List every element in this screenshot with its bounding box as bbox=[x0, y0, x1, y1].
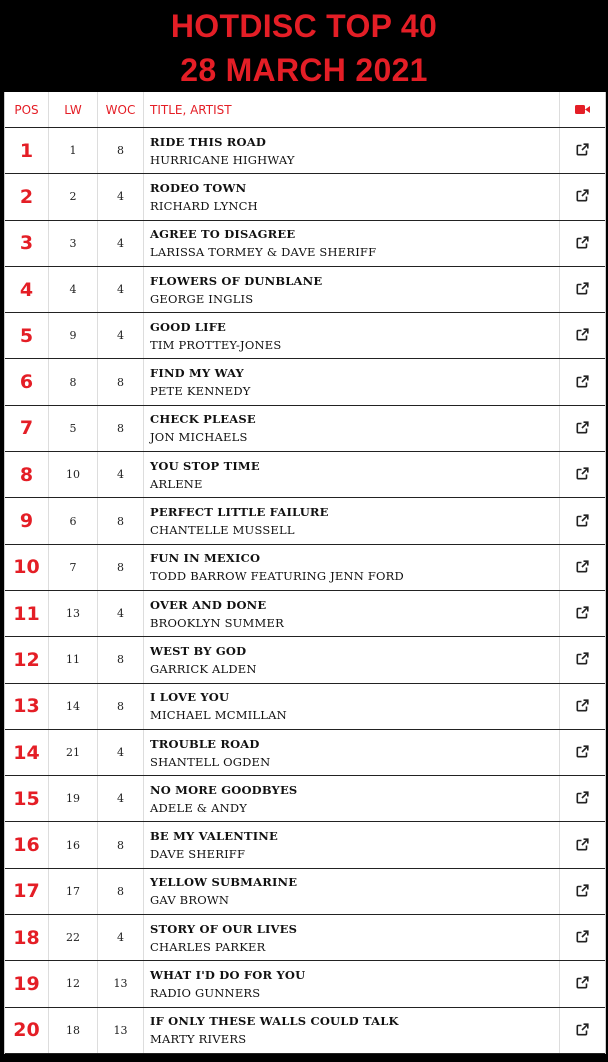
external-link-button[interactable] bbox=[559, 961, 605, 1006]
external-link-button[interactable] bbox=[559, 637, 605, 682]
weeks-on-chart-value: 4 bbox=[117, 931, 124, 945]
external-link-button[interactable] bbox=[559, 498, 605, 543]
external-link-icon[interactable] bbox=[576, 558, 589, 577]
artist-name: TODD BARROW FEATURING JENN FORD bbox=[150, 569, 404, 584]
position-number: 19 bbox=[13, 972, 40, 995]
song-title: RODEO TOWN bbox=[150, 180, 247, 195]
title-artist bbox=[144, 174, 559, 219]
position bbox=[5, 452, 49, 497]
last-week-value: 14 bbox=[66, 699, 80, 713]
song-title: CHECK PLEASE bbox=[150, 412, 256, 427]
external-link-button[interactable] bbox=[559, 174, 605, 219]
artist-name: RICHARD LYNCH bbox=[150, 198, 258, 213]
title-artist bbox=[144, 915, 559, 960]
external-link-icon[interactable] bbox=[576, 280, 589, 299]
position-number: 13 bbox=[13, 695, 40, 718]
last-week bbox=[49, 684, 98, 729]
external-link-button[interactable] bbox=[559, 1008, 605, 1053]
table-row bbox=[5, 406, 605, 452]
position bbox=[5, 359, 49, 404]
table-row bbox=[5, 545, 605, 591]
last-week-value: 4 bbox=[69, 283, 77, 297]
title-artist bbox=[144, 776, 559, 821]
external-link-icon[interactable] bbox=[576, 326, 589, 345]
external-link-icon[interactable] bbox=[576, 604, 589, 623]
table-row bbox=[5, 776, 605, 822]
table-row bbox=[5, 684, 605, 730]
external-link-button[interactable] bbox=[559, 128, 605, 173]
weeks-on-chart-value: 8 bbox=[117, 884, 124, 898]
external-link-icon[interactable] bbox=[576, 650, 589, 669]
title-artist bbox=[144, 267, 559, 312]
last-week bbox=[49, 776, 98, 821]
position bbox=[5, 267, 49, 312]
position bbox=[5, 174, 49, 219]
weeks-on-chart-value: 8 bbox=[117, 421, 124, 435]
external-link-icon[interactable] bbox=[576, 743, 589, 762]
weeks-on-chart bbox=[98, 637, 144, 682]
title-artist bbox=[144, 822, 559, 867]
title-artist bbox=[144, 359, 559, 404]
last-week bbox=[49, 915, 98, 960]
weeks-on-chart-value: 4 bbox=[117, 283, 124, 297]
last-week-value: 12 bbox=[66, 977, 80, 991]
chart-table bbox=[4, 92, 606, 1054]
position-number: 4 bbox=[19, 278, 34, 301]
last-week bbox=[49, 406, 98, 451]
position bbox=[5, 221, 49, 266]
column-header-pos[interactable]: POS bbox=[5, 92, 49, 127]
song-title: WHAT I'D DO FOR YOU bbox=[150, 967, 306, 982]
position bbox=[5, 545, 49, 590]
position-number: 17 bbox=[13, 880, 40, 903]
external-link-icon[interactable] bbox=[576, 234, 589, 253]
song-title: GOOD LIFE bbox=[150, 319, 227, 334]
external-link-icon[interactable] bbox=[576, 928, 589, 947]
position-number: 3 bbox=[19, 232, 34, 255]
column-header-woc[interactable]: WOC bbox=[98, 92, 144, 127]
position bbox=[5, 869, 49, 914]
external-link-button[interactable] bbox=[559, 684, 605, 729]
external-link-button[interactable] bbox=[559, 221, 605, 266]
title-artist bbox=[144, 128, 559, 173]
last-week bbox=[49, 637, 98, 682]
song-title: RIDE THIS ROAD bbox=[150, 134, 267, 149]
artist-name: MICHAEL MCMILLAN bbox=[150, 708, 287, 723]
weeks-on-chart bbox=[98, 174, 144, 219]
artist-name: CHARLES PARKER bbox=[150, 939, 266, 954]
last-week bbox=[49, 498, 98, 543]
weeks-on-chart bbox=[98, 359, 144, 404]
weeks-on-chart bbox=[98, 869, 144, 914]
weeks-on-chart bbox=[98, 915, 144, 960]
position-number: 2 bbox=[19, 185, 34, 208]
title-artist bbox=[144, 545, 559, 590]
position bbox=[5, 961, 49, 1006]
position bbox=[5, 822, 49, 867]
artist-name: GAV BROWN bbox=[150, 893, 230, 908]
last-week bbox=[49, 267, 98, 312]
last-week bbox=[49, 961, 98, 1006]
position-number: 11 bbox=[13, 602, 40, 625]
last-week bbox=[49, 591, 98, 636]
chart-rows bbox=[5, 128, 605, 1054]
external-link-button[interactable] bbox=[559, 359, 605, 404]
table-header bbox=[5, 92, 605, 128]
external-link-button[interactable] bbox=[559, 313, 605, 358]
song-title: I LOVE YOU bbox=[150, 690, 230, 705]
external-link-button[interactable] bbox=[559, 869, 605, 914]
last-week-value: 6 bbox=[69, 514, 77, 528]
last-week-value: 9 bbox=[69, 329, 77, 343]
weeks-on-chart-value: 13 bbox=[113, 977, 128, 991]
position-number: 16 bbox=[13, 834, 40, 857]
position bbox=[5, 637, 49, 682]
weeks-on-chart-value: 4 bbox=[117, 329, 124, 343]
artist-name: ARLENE bbox=[150, 476, 203, 491]
song-title: YELLOW SUBMARINE bbox=[150, 875, 298, 890]
external-link-icon[interactable] bbox=[576, 465, 589, 484]
artist-name: ADELE & ANDY bbox=[150, 800, 248, 815]
title-artist bbox=[144, 221, 559, 266]
weeks-on-chart bbox=[98, 961, 144, 1006]
table-row bbox=[5, 961, 605, 1007]
external-link-icon[interactable] bbox=[576, 836, 589, 855]
position bbox=[5, 406, 49, 451]
external-link-icon[interactable] bbox=[576, 1021, 589, 1040]
artist-name: BROOKLYN SUMMER bbox=[150, 615, 284, 630]
title-artist bbox=[144, 637, 559, 682]
table-row bbox=[5, 1008, 605, 1054]
position bbox=[5, 776, 49, 821]
song-title: PERFECT LITTLE FAILURE bbox=[150, 505, 329, 520]
last-week-value: 2 bbox=[69, 190, 77, 204]
last-week-value: 10 bbox=[66, 468, 80, 482]
title-artist bbox=[144, 498, 559, 543]
weeks-on-chart-value: 4 bbox=[117, 190, 124, 204]
artist-name: GEORGE INGLIS bbox=[150, 291, 254, 306]
weeks-on-chart-value: 8 bbox=[117, 560, 124, 574]
last-week-value: 18 bbox=[66, 1023, 80, 1037]
table-row bbox=[5, 313, 605, 359]
external-link-button[interactable] bbox=[559, 545, 605, 590]
position bbox=[5, 591, 49, 636]
position-number: 5 bbox=[19, 324, 34, 347]
chart-date: 28 MARCH 2021 bbox=[180, 52, 428, 88]
table-row bbox=[5, 869, 605, 915]
position bbox=[5, 498, 49, 543]
external-link-icon[interactable] bbox=[576, 373, 589, 392]
external-link-button[interactable] bbox=[559, 267, 605, 312]
song-title: FIND MY WAY bbox=[150, 366, 244, 381]
table-row bbox=[5, 730, 605, 776]
weeks-on-chart-value: 4 bbox=[117, 746, 124, 759]
weeks-on-chart bbox=[98, 684, 144, 729]
table-row bbox=[5, 267, 605, 313]
artist-name: HURRICANE HIGHWAY bbox=[150, 152, 295, 167]
title-artist bbox=[144, 313, 559, 358]
title-artist bbox=[144, 869, 559, 914]
artist-name: DAVE SHERIFF bbox=[150, 847, 246, 862]
artist-name: JON MICHAELS bbox=[150, 430, 248, 445]
weeks-on-chart bbox=[98, 267, 144, 312]
last-week-value: 1 bbox=[69, 144, 77, 158]
position bbox=[5, 128, 49, 173]
last-week-value: 5 bbox=[69, 421, 77, 435]
song-title: FUN IN MEXICO bbox=[150, 551, 261, 566]
position-number: 8 bbox=[19, 463, 34, 486]
external-link-icon[interactable] bbox=[576, 789, 589, 808]
last-week-value: 21 bbox=[66, 746, 80, 759]
weeks-on-chart-value: 4 bbox=[117, 468, 124, 482]
last-week bbox=[49, 869, 98, 914]
weeks-on-chart-value: 4 bbox=[117, 236, 124, 250]
position bbox=[5, 730, 49, 775]
last-week bbox=[49, 221, 98, 266]
last-week-value: 7 bbox=[69, 560, 77, 574]
artist-name: PETE KENNEDY bbox=[150, 384, 251, 399]
last-week-value: 16 bbox=[66, 838, 80, 852]
position-number: 1 bbox=[19, 139, 34, 162]
artist-name: GARRICK ALDEN bbox=[150, 661, 257, 676]
last-week-value: 3 bbox=[69, 236, 77, 250]
song-title: YOU STOP TIME bbox=[150, 458, 260, 473]
song-title: BE MY VALENTINE bbox=[150, 829, 278, 844]
weeks-on-chart bbox=[98, 822, 144, 867]
last-week bbox=[49, 452, 98, 497]
song-title: FLOWERS OF DUNBLANE bbox=[150, 273, 323, 288]
last-week bbox=[49, 128, 98, 173]
weeks-on-chart-value: 8 bbox=[117, 375, 124, 389]
weeks-on-chart bbox=[98, 128, 144, 173]
position bbox=[5, 313, 49, 358]
title-artist bbox=[144, 1008, 559, 1053]
external-link-button[interactable] bbox=[559, 776, 605, 821]
weeks-on-chart bbox=[98, 221, 144, 266]
position-number: 12 bbox=[13, 648, 40, 671]
weeks-on-chart bbox=[98, 730, 144, 775]
table-row bbox=[5, 359, 605, 405]
title-artist bbox=[144, 684, 559, 729]
song-title: NO MORE GOODBYES bbox=[150, 782, 298, 797]
song-title: IF ONLY THESE WALLS COULD TALK bbox=[150, 1014, 399, 1029]
external-link-icon[interactable] bbox=[576, 974, 589, 993]
artist-name: LARISSA TORMEY & DAVE SHERIFF bbox=[150, 245, 377, 260]
last-week bbox=[49, 545, 98, 590]
external-link-button[interactable] bbox=[559, 730, 605, 775]
table-row bbox=[5, 128, 605, 174]
external-link-button[interactable] bbox=[559, 452, 605, 497]
artist-name: CHANTELLE MUSSELL bbox=[150, 523, 295, 538]
position-number: 10 bbox=[13, 556, 40, 579]
table-row bbox=[5, 637, 605, 683]
position bbox=[5, 915, 49, 960]
weeks-on-chart bbox=[98, 452, 144, 497]
position-number: 20 bbox=[13, 1019, 40, 1042]
weeks-on-chart-value: 8 bbox=[117, 514, 124, 528]
last-week-value: 13 bbox=[66, 607, 80, 621]
external-link-icon[interactable] bbox=[576, 697, 589, 716]
table-row bbox=[5, 915, 605, 961]
weeks-on-chart bbox=[98, 498, 144, 543]
weeks-on-chart-value: 13 bbox=[113, 1023, 128, 1037]
weeks-on-chart-value: 4 bbox=[117, 792, 124, 806]
title-artist bbox=[144, 591, 559, 636]
weeks-on-chart-value: 4 bbox=[117, 607, 124, 621]
weeks-on-chart bbox=[98, 313, 144, 358]
column-header-title[interactable]: TITLE, ARTIST bbox=[150, 102, 232, 117]
last-week-value: 19 bbox=[66, 792, 80, 806]
title-artist bbox=[144, 406, 559, 451]
title-artist bbox=[144, 961, 559, 1006]
external-link-icon[interactable] bbox=[576, 419, 589, 438]
artist-name: TIM PROTTEY-JONES bbox=[150, 337, 282, 352]
last-week bbox=[49, 313, 98, 358]
weeks-on-chart bbox=[98, 406, 144, 451]
artist-name: SHANTELL OGDEN bbox=[150, 754, 271, 769]
position-number: 14 bbox=[13, 741, 40, 764]
position bbox=[5, 1008, 49, 1053]
weeks-on-chart bbox=[98, 591, 144, 636]
table-row bbox=[5, 174, 605, 220]
weeks-on-chart bbox=[98, 1008, 144, 1053]
song-title: STORY OF OUR LIVES bbox=[150, 921, 298, 936]
weeks-on-chart-value: 8 bbox=[117, 699, 124, 713]
external-link-icon[interactable] bbox=[576, 512, 589, 531]
last-week bbox=[49, 822, 98, 867]
position-number: 7 bbox=[19, 417, 34, 440]
chart-title: HOTDISC TOP 40 bbox=[170, 8, 438, 44]
position-number: 9 bbox=[19, 510, 34, 533]
chart-header bbox=[0, 0, 608, 94]
last-week bbox=[49, 1008, 98, 1053]
last-week bbox=[49, 730, 98, 775]
last-week-value: 8 bbox=[69, 375, 77, 389]
weeks-on-chart-value: 8 bbox=[117, 838, 124, 852]
table-row bbox=[5, 822, 605, 868]
weeks-on-chart-value: 8 bbox=[117, 653, 124, 667]
artist-name: RADIO GUNNERS bbox=[150, 985, 261, 1000]
position-number: 15 bbox=[13, 787, 40, 810]
table-row bbox=[5, 591, 605, 637]
external-link-icon[interactable] bbox=[576, 187, 589, 206]
table-row bbox=[5, 498, 605, 544]
song-title: AGREE TO DISAGREE bbox=[150, 227, 296, 242]
external-link-button[interactable] bbox=[559, 591, 605, 636]
position-number: 6 bbox=[19, 371, 34, 394]
weeks-on-chart bbox=[98, 545, 144, 590]
last-week bbox=[49, 359, 98, 404]
song-title: TROUBLE ROAD bbox=[150, 736, 260, 751]
external-link-button[interactable] bbox=[559, 406, 605, 451]
song-title: WEST BY GOD bbox=[150, 643, 247, 658]
external-link-button[interactable] bbox=[559, 822, 605, 867]
weeks-on-chart-value: 8 bbox=[117, 144, 124, 158]
song-title: OVER AND DONE bbox=[150, 597, 267, 612]
last-week-value: 11 bbox=[66, 653, 80, 667]
last-week-value: 17 bbox=[66, 884, 80, 898]
title-artist bbox=[144, 452, 559, 497]
position bbox=[5, 684, 49, 729]
external-link-icon[interactable] bbox=[576, 141, 589, 160]
position-number: 18 bbox=[13, 926, 40, 949]
title-artist bbox=[144, 730, 559, 775]
column-header-lw[interactable]: LW bbox=[49, 92, 98, 127]
external-link-button[interactable] bbox=[559, 915, 605, 960]
artist-name: MARTY RIVERS bbox=[150, 1032, 247, 1047]
table-row bbox=[5, 452, 605, 498]
video-column-header[interactable] bbox=[559, 92, 605, 127]
table-row bbox=[5, 221, 605, 267]
last-week-value: 22 bbox=[66, 931, 80, 945]
external-link-icon[interactable] bbox=[576, 882, 589, 901]
video-camera-icon[interactable] bbox=[575, 104, 590, 115]
last-week bbox=[49, 174, 98, 219]
weeks-on-chart bbox=[98, 776, 144, 821]
